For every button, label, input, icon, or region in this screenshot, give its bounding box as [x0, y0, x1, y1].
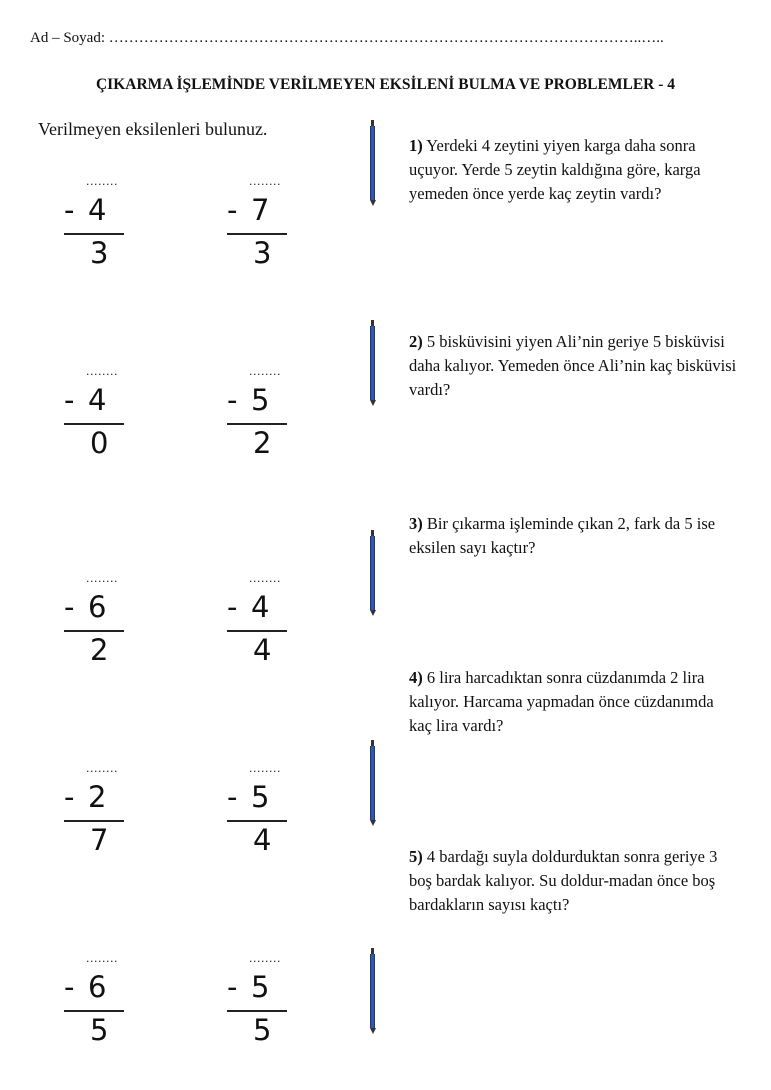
word-problem — [409, 666, 739, 738]
pencil-icon — [369, 120, 376, 206]
difference: 5 — [90, 1013, 109, 1047]
minus-sign: - — [227, 193, 238, 227]
subtrahend: 4 — [88, 193, 107, 227]
difference: 2 — [90, 633, 109, 667]
minus-sign: - — [227, 590, 238, 624]
problem-text: 5 bisküvisini yiyen Ali’nin geriye 5 bisküvisi daha kalıyor. Yemeden önce Ali’nin kaç bisküvisi vardı? — [409, 332, 737, 399]
subtrahend: 5 — [251, 383, 270, 417]
minuend-blank[interactable]: ........ — [86, 762, 118, 775]
subtrahend: 4 — [88, 383, 107, 417]
problem-text: Bir çıkarma işleminde çıkan 2, fark da 5 ise eksilen sayı kaçtır? — [409, 514, 716, 557]
word-problem — [409, 134, 739, 206]
minus-sign: - — [64, 383, 75, 417]
problem-number: 5) — [409, 847, 423, 866]
difference: 4 — [253, 823, 272, 857]
difference: 3 — [90, 236, 109, 270]
minuend-blank[interactable]: ........ — [86, 175, 118, 188]
minuend-blank[interactable]: ........ — [249, 572, 281, 585]
minus-sign: - — [64, 780, 75, 814]
minus-sign: - — [64, 970, 75, 1004]
subtrahend: 5 — [251, 970, 270, 1004]
subtrahend: 4 — [251, 590, 270, 624]
difference: 3 — [253, 236, 272, 270]
difference: 5 — [253, 1013, 272, 1047]
pencil-icon — [369, 530, 376, 616]
problem-number: 2) — [409, 332, 423, 351]
minuend-blank[interactable]: ........ — [249, 762, 281, 775]
problem-text: Yerdeki 4 zeytini yiyen karga daha sonra uçuyor. Yerde 5 zeytin kaldığına göre, karga yemeden önce yerde kaç zeytin vardı? — [409, 136, 701, 203]
subtrahend: 6 — [88, 970, 107, 1004]
difference: 2 — [253, 426, 272, 460]
minus-sign: - — [64, 590, 75, 624]
problem-number: 1) — [409, 136, 423, 155]
subtrahend: 5 — [251, 780, 270, 814]
subtrahend: 2 — [88, 780, 107, 814]
word-problem — [409, 512, 739, 560]
difference: 0 — [90, 426, 109, 460]
minuend-blank[interactable]: ........ — [86, 365, 118, 378]
word-problem — [409, 330, 739, 402]
page-title: ÇIKARMA İŞLEMİNDE VERİLMEYEN EKSİLENİ BULMA VE PROBLEMLER - 4 — [95, 76, 676, 93]
pencil-icon — [369, 740, 376, 826]
word-problem — [409, 845, 739, 917]
name-line: Ad – Soyad: ……………………………………………………………………………………………..….. — [30, 30, 664, 46]
minuend-blank[interactable]: ........ — [86, 952, 118, 965]
minus-sign: - — [64, 193, 75, 227]
instruction: Verilmeyen eksilenleri bulunuz. — [38, 119, 268, 139]
difference: 7 — [90, 823, 109, 857]
subtrahend: 7 — [251, 193, 270, 227]
minuend-blank[interactable]: ........ — [86, 572, 118, 585]
problem-number: 4) — [409, 668, 423, 687]
minus-sign: - — [227, 780, 238, 814]
problem-text: 4 bardağı suyla doldurduktan sonra geriye 3 boş bardak kalıyor. Su doldur-madan önce boş bardakların sayısı kaçtı? — [409, 847, 718, 914]
minuend-blank[interactable]: ........ — [249, 365, 281, 378]
minus-sign: - — [227, 383, 238, 417]
subtrahend: 6 — [88, 590, 107, 624]
problem-text: 6 lira harcadıktan sonra cüzdanımda 2 lira kalıyor. Harcama yapmadan önce cüzdanımda kaç lira vardı? — [409, 668, 714, 735]
difference: 4 — [253, 633, 272, 667]
minuend-blank[interactable]: ........ — [249, 952, 281, 965]
minuend-blank[interactable]: ........ — [249, 175, 281, 188]
pencil-icon — [369, 948, 376, 1034]
pencil-icon — [369, 320, 376, 406]
problem-number: 3) — [409, 514, 423, 533]
minus-sign: - — [227, 970, 238, 1004]
